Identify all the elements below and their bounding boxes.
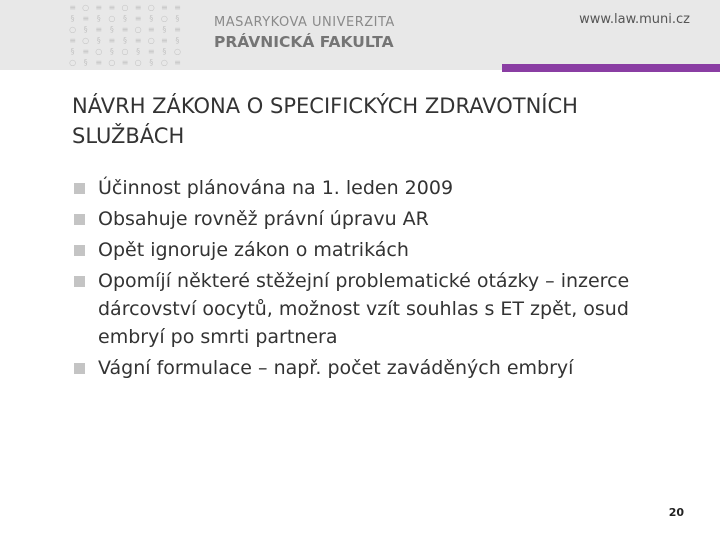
logo-glyph: ○	[108, 13, 116, 23]
logo-glyph: §	[136, 46, 141, 56]
logo-glyph: ○	[69, 24, 77, 34]
logo-glyph: ≡	[121, 24, 129, 34]
logo-glyph: ○	[69, 57, 77, 67]
bullet-item	[72, 267, 682, 351]
logo-glyph: ○	[134, 57, 142, 67]
bullet-item	[72, 236, 682, 264]
square-bullet-icon	[74, 214, 85, 225]
logo-glyph: §	[96, 35, 101, 45]
bullet-item	[72, 174, 682, 202]
logo-glyph: ≡	[147, 46, 155, 56]
university-logo-pattern	[66, 2, 184, 68]
bullet-item	[72, 354, 682, 382]
faculty-name: PRÁVNICKÁ FAKULTA	[214, 33, 394, 51]
logo-glyph: §	[109, 24, 114, 34]
logo-glyph: ≡	[134, 13, 142, 23]
logo-glyph: ○	[82, 35, 90, 45]
logo-glyph: ≡	[95, 24, 103, 34]
logo-glyph: ○	[173, 46, 181, 56]
logo-glyph: ○	[147, 2, 155, 12]
logo-glyph: §	[149, 13, 154, 23]
logo-glyph: ≡	[69, 35, 76, 45]
bullet-text: Obsahuje rovněž právní úpravu AR	[98, 208, 429, 230]
bullet-text: Opět ignoruje zákon o matrikách	[98, 239, 409, 261]
university-name: MASARYKOVA UNIVERZITA	[214, 15, 395, 30]
logo-glyph: §	[149, 57, 154, 67]
logo-glyph: §	[96, 13, 101, 23]
accent-bar	[502, 64, 720, 72]
logo-glyph: §	[83, 57, 88, 67]
page-number: 20	[668, 506, 684, 519]
logo-glyph: ≡	[174, 24, 181, 34]
logo-glyph: ○	[108, 57, 116, 67]
logo-glyph: ≡	[160, 2, 168, 12]
bullet-text: Vágní formulace – např. počet zaváděných embryí	[98, 357, 574, 379]
logo-glyph: §	[122, 35, 127, 45]
square-bullet-icon	[74, 245, 85, 256]
logo-glyph: ≡	[174, 57, 181, 67]
logo-glyph: §	[122, 13, 127, 23]
logo-glyph: ≡	[134, 35, 142, 45]
square-bullet-icon	[74, 276, 85, 287]
logo-glyph: ○	[82, 2, 90, 12]
logo-glyph: §	[175, 35, 180, 45]
logo-glyph: ≡	[95, 57, 103, 67]
logo-glyph: ≡	[82, 13, 90, 23]
logo-glyph: ≡	[69, 2, 76, 12]
logo-glyph: ≡	[147, 24, 155, 34]
logo-glyph: ≡	[108, 2, 116, 12]
logo-glyph: ≡	[134, 2, 142, 12]
square-bullet-icon	[74, 183, 85, 194]
logo-glyph: ≡	[174, 2, 181, 12]
logo-glyph: ○	[95, 46, 103, 56]
logo-glyph: ○	[147, 35, 155, 45]
site-url[interactable]: www.law.muni.cz	[579, 12, 690, 27]
logo-glyph: ≡	[82, 46, 90, 56]
logo-glyph: §	[162, 46, 167, 56]
logo-glyph: §	[83, 24, 88, 34]
logo-glyph: ○	[160, 57, 168, 67]
header-band	[0, 0, 720, 70]
logo-glyph: ≡	[121, 57, 129, 67]
logo-glyph: §	[70, 13, 75, 23]
bullet-list	[72, 174, 682, 385]
logo-glyph: §	[109, 46, 114, 56]
logo-glyph: §	[162, 24, 167, 34]
logo-glyph: ○	[121, 2, 129, 12]
bullet-item	[72, 205, 682, 233]
logo-glyph: §	[70, 46, 75, 56]
logo-glyph: §	[175, 13, 180, 23]
logo-glyph: ≡	[108, 35, 116, 45]
square-bullet-icon	[74, 363, 85, 374]
logo-glyph: ≡	[95, 2, 103, 12]
bullet-text: Účinnost plánována na 1. leden 2009	[98, 177, 454, 199]
slide-title: NÁVRH ZÁKONA O SPECIFICKÝCH ZDRAVOTNÍCH SLUŽBÁCH	[72, 94, 578, 148]
logo-glyph: ○	[134, 24, 142, 34]
logo-glyph: ≡	[160, 35, 168, 45]
logo-glyph: ○	[121, 46, 129, 56]
logo-glyph: ○	[160, 13, 168, 23]
bullet-text: Opomíjí některé stěžejní problematické otázky – inzerce dárcovství oocytů, možnost vzít souhlas s ET zpět, osud embryí po smrti partnera	[98, 270, 630, 348]
